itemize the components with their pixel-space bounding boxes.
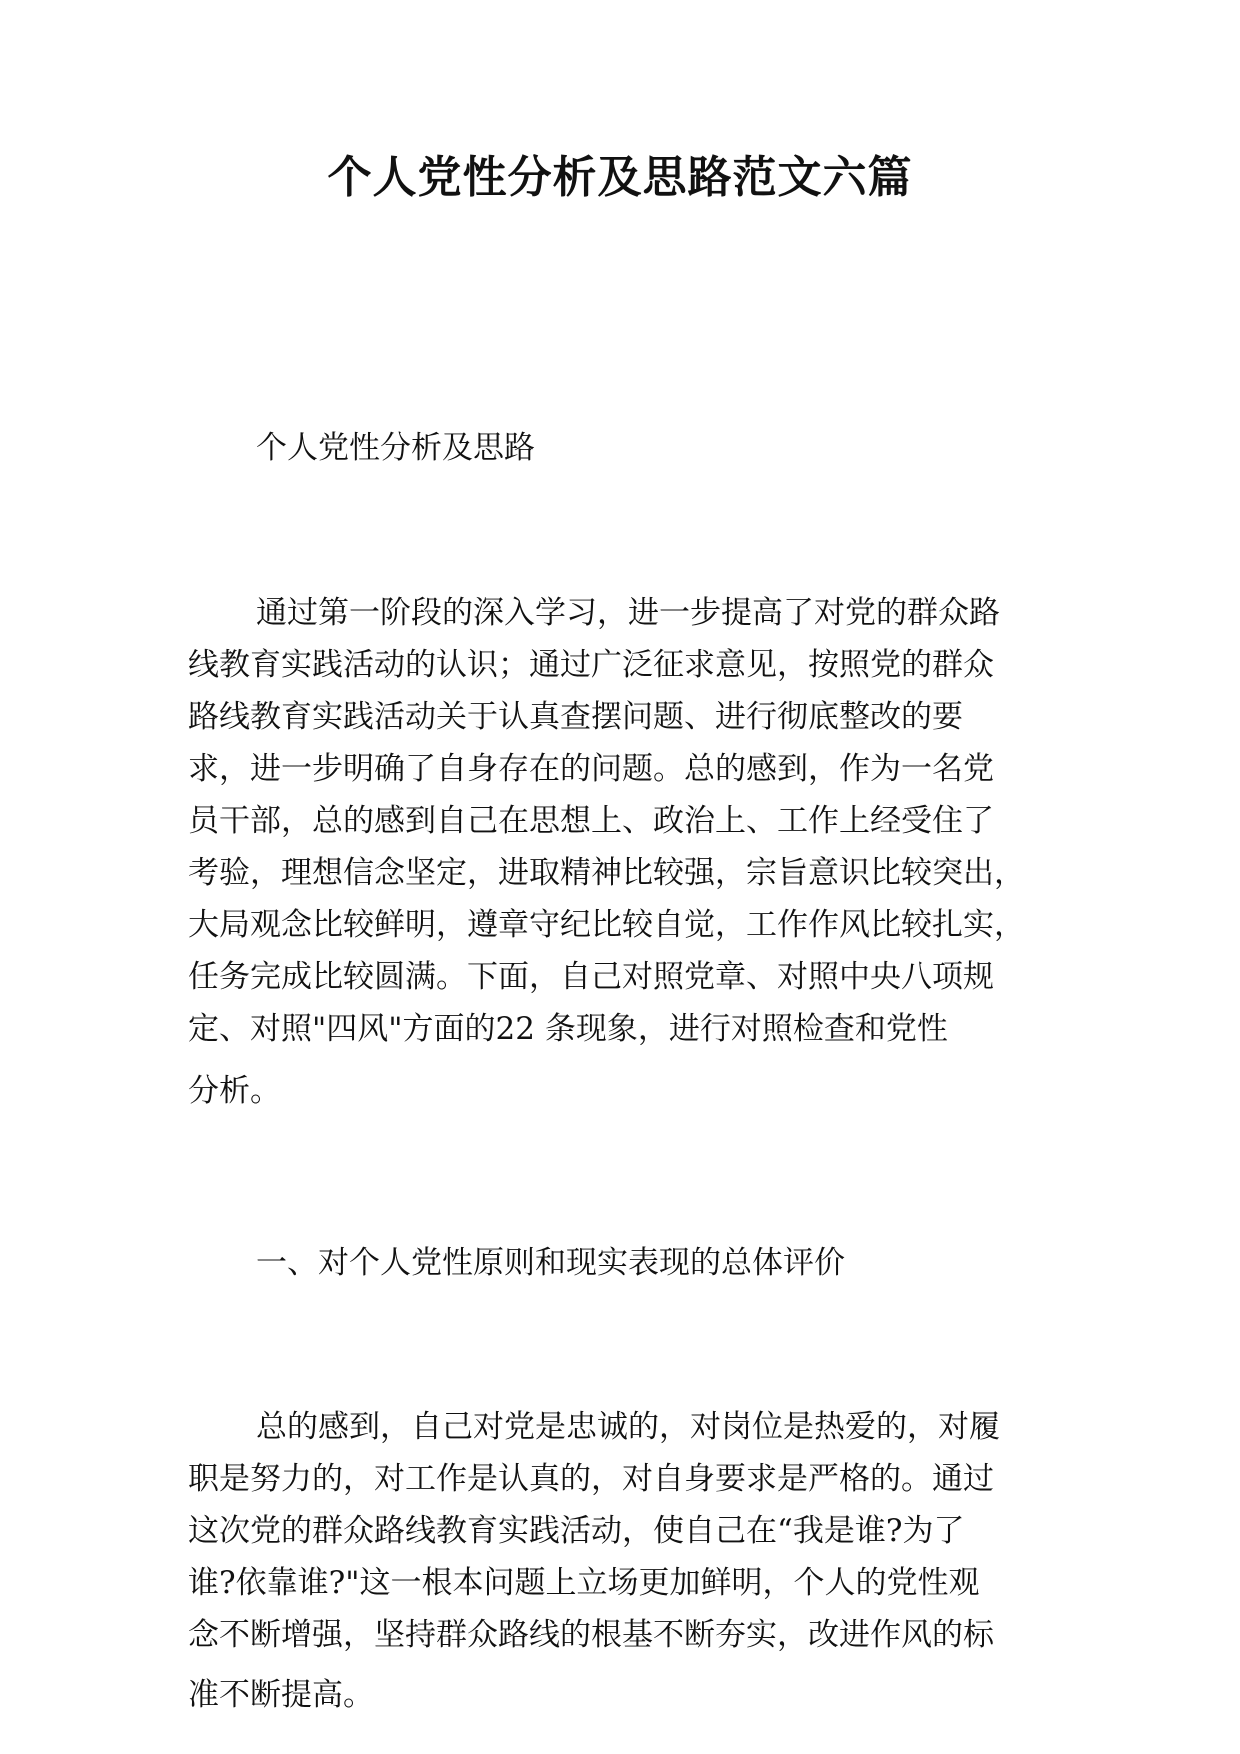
paragraph2-line: 准不断提高。 — [188, 1677, 374, 1713]
paragraph1-line: 通过第一阶段的深入学习，进一步提高了对党的群众路 — [256, 595, 1000, 631]
paragraph1-line: 考验，理想信念坚定，进取精神比较强，宗旨意识比较突出， — [188, 855, 1025, 891]
paragraph2-line: 念不断增强，坚持群众路线的根基不断夯实，改进作风的标 — [188, 1617, 994, 1653]
paragraph1-line: 大局观念比较鲜明，遵章守纪比较自觉，工作作风比较扎实， — [188, 907, 1025, 943]
paragraph2-line: 总的感到，自己对党是忠诚的，对岗位是热爱的，对履 — [256, 1409, 1000, 1445]
subtitle: 个人党性分析及思路 — [256, 430, 535, 466]
paragraph1-line: 路线教育实践活动关于认真查摆问题、进行彻底整改的要 — [188, 699, 963, 735]
paragraph1-line: 线教育实践活动的认识；通过广泛征求意见，按照党的群众 — [188, 647, 994, 683]
paragraph1-line: 任务完成比较圆满。下面，自己对照党章、对照中央八项规 — [188, 959, 994, 995]
paragraph2-line: 这次党的群众路线教育实践活动，使自己在“我是谁?为了 — [188, 1513, 965, 1549]
paragraph1-line: 求，进一步明确了自身存在的问题。总的感到，作为一名党 — [188, 751, 994, 787]
paragraph1-line: 分析。 — [188, 1073, 281, 1109]
paragraph1-line: 定、对照"四风"方面的22 条现象，进行对照检查和党性 — [188, 1011, 948, 1047]
paragraph2-line: 谁?依靠谁?"这一根本问题上立场更加鲜明，个人的党性观 — [188, 1565, 980, 1601]
section-heading: 一、对个人党性原则和现实表现的总体评价 — [256, 1245, 845, 1281]
paragraph2-line: 职是努力的，对工作是认真的，对自身要求是严格的。通过 — [188, 1461, 994, 1497]
document-title: 个人党性分析及思路范文六篇 — [327, 152, 913, 203]
paragraph1-line: 员干部，总的感到自己在思想上、政治上、工作上经受住了 — [188, 803, 994, 839]
